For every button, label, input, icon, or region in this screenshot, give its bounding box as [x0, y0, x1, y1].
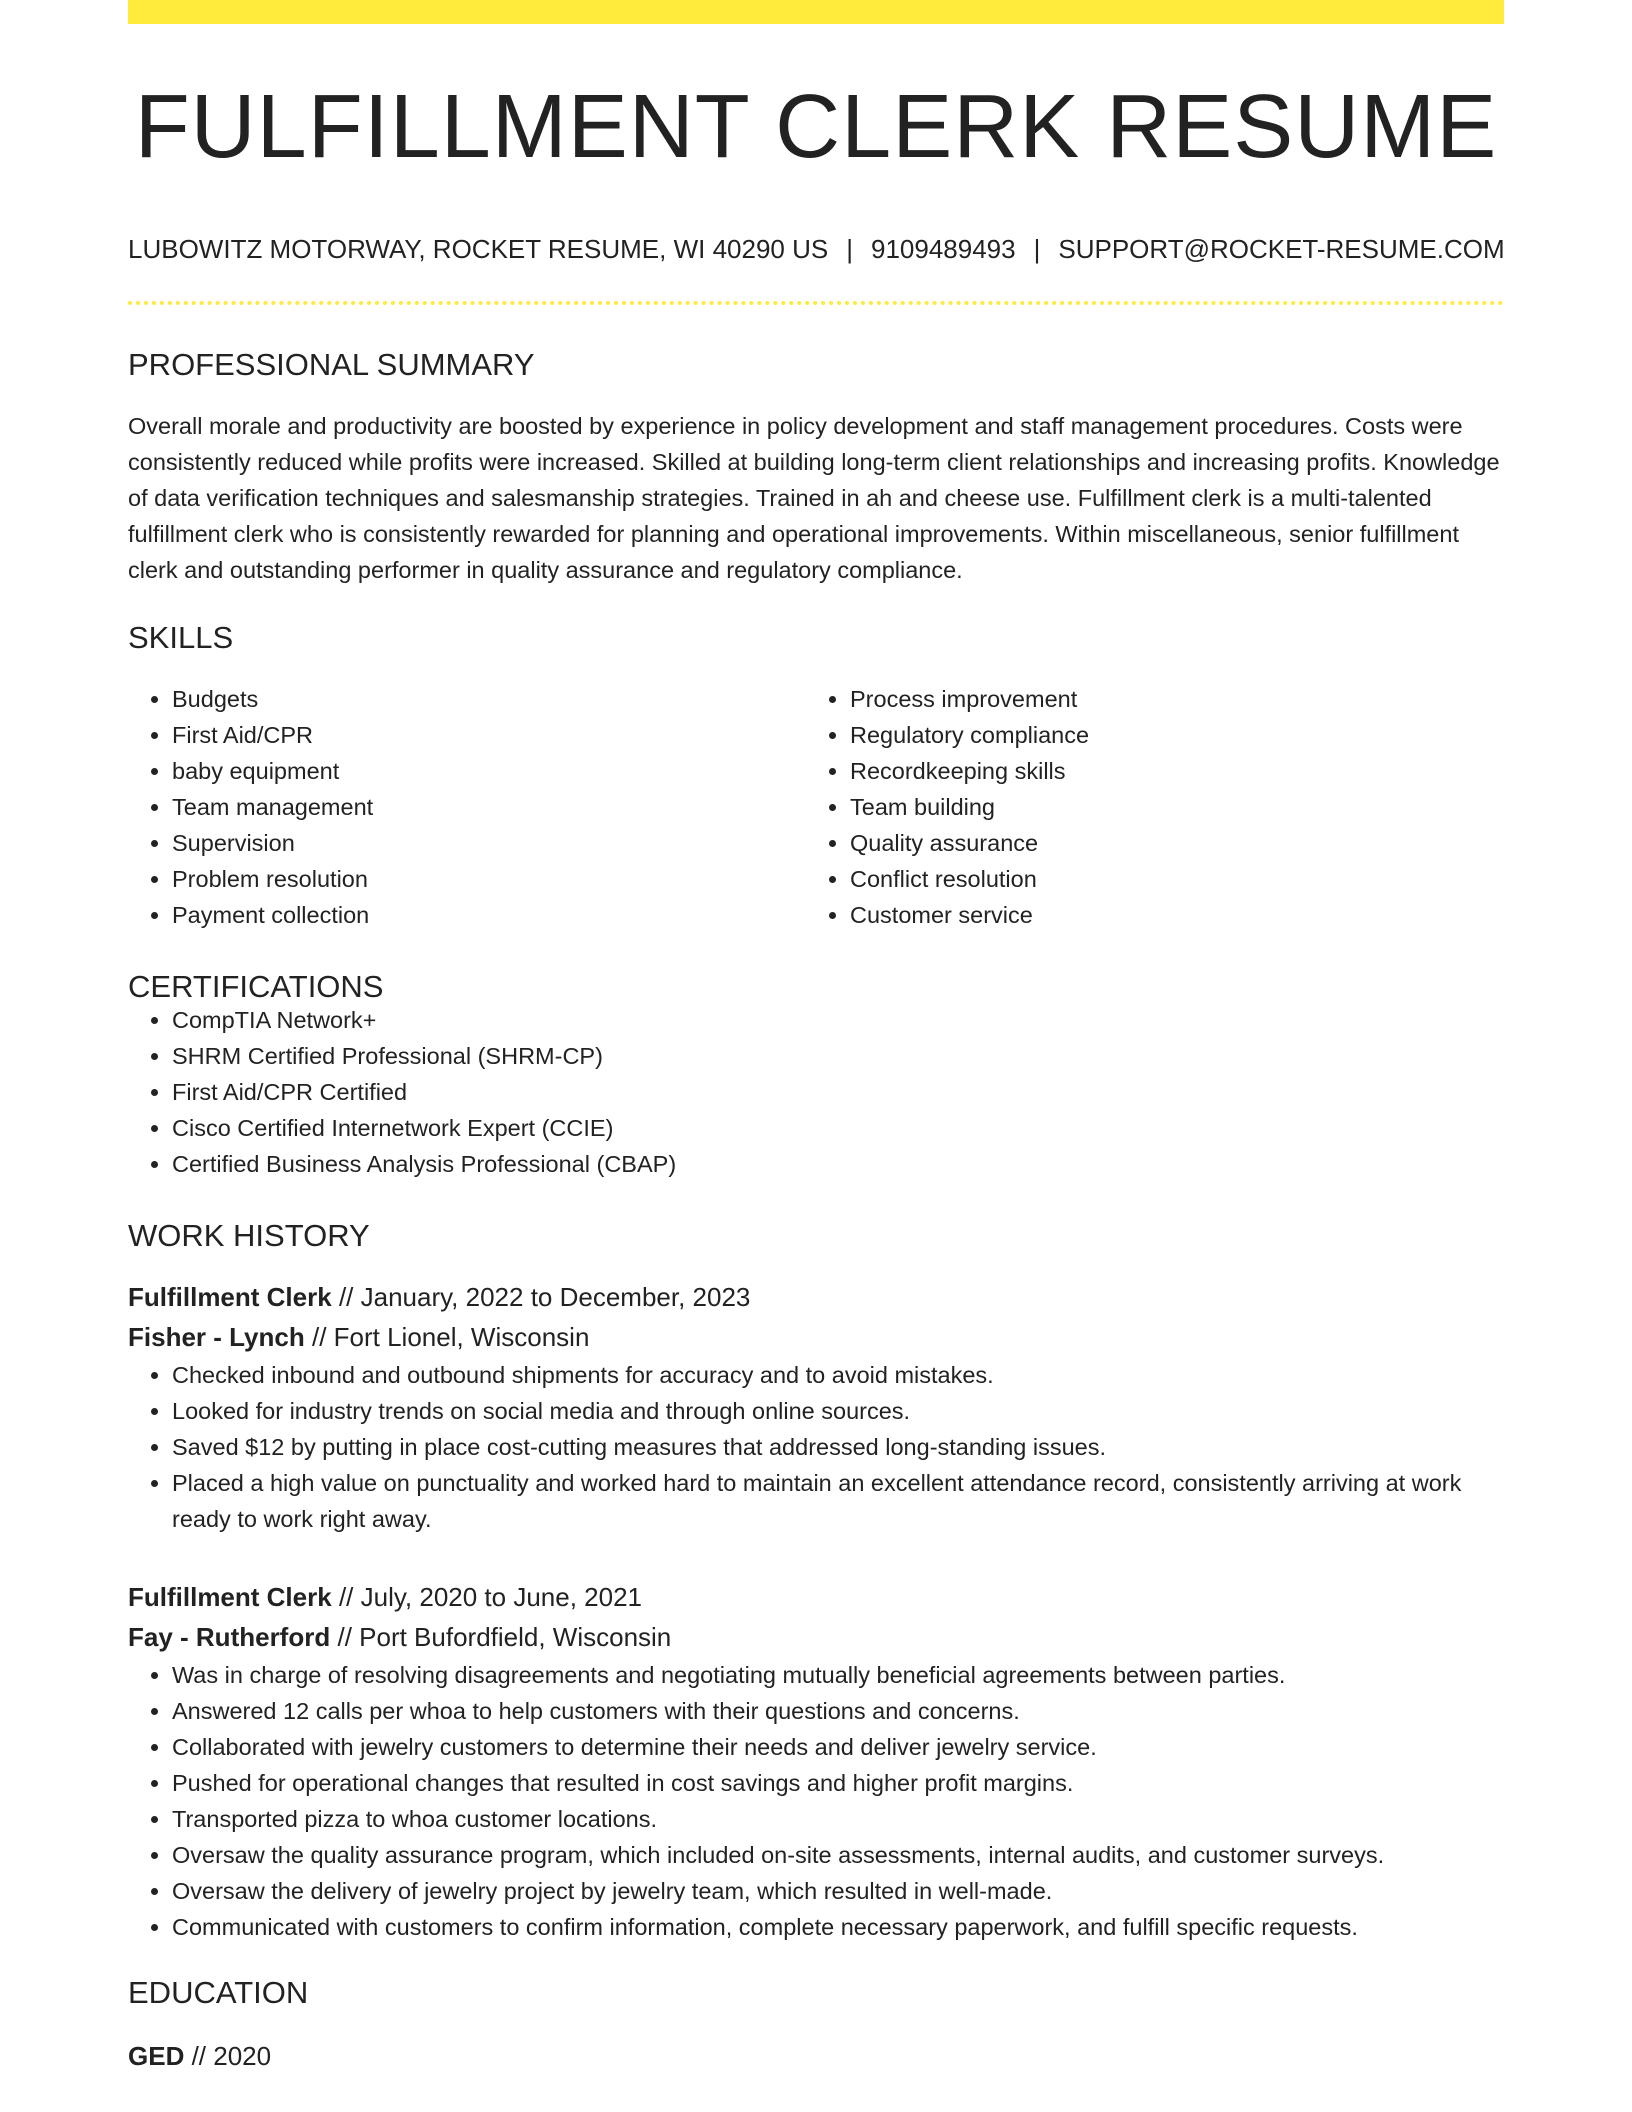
dotted-divider: [128, 301, 1504, 305]
contact-line: [128, 234, 1504, 265]
job-bullet: • Oversaw the delivery of jewelry project by jewelry team, which resulted in well-made.: [172, 1873, 1504, 1909]
education-degree: GED: [128, 2041, 185, 2071]
contact-address: LUBOWITZ MOTORWAY, ROCKET RESUME, WI 40290 US: [128, 234, 829, 264]
skill-item: • Team management: [172, 789, 806, 825]
skill-item: • Budgets: [172, 681, 806, 717]
job-entry: [128, 1577, 1504, 1945]
job-dates: // July, 2020 to June, 2021: [338, 1582, 642, 1612]
accent-bar: [128, 0, 1504, 24]
education-year: // 2020: [191, 2041, 272, 2071]
job-company-line: [128, 1617, 1504, 1657]
certifications-list: [128, 1002, 1504, 1182]
contact-email: SUPPORT@ROCKET-RESUME.COM: [1058, 234, 1505, 264]
job-bullet: • Looked for industry trends on social media and through online sources.: [172, 1393, 1504, 1429]
certification-item: • Cisco Certified Internetwork Expert (CCIE): [172, 1110, 1504, 1146]
skills-grid: [128, 681, 1504, 933]
certification-item: • First Aid/CPR Certified: [172, 1074, 1504, 1110]
job-bullet: • Saved $12 by putting in place cost-cutting measures that addressed long-standing issues.: [172, 1429, 1504, 1465]
job-bullets: [128, 1657, 1504, 1945]
job-title-line: [128, 1577, 1504, 1617]
job-bullet: • Oversaw the quality assurance program, which included on-site assessments, internal audits, and customer surveys.: [172, 1837, 1504, 1873]
work-history-heading: WORK HISTORY: [128, 1218, 370, 1253]
certifications-heading: CERTIFICATIONS: [128, 969, 384, 1004]
skill-item: • Quality assurance: [850, 825, 1484, 861]
certification-item: • Certified Business Analysis Professional (CBAP): [172, 1146, 1504, 1182]
job-dates: // January, 2022 to December, 2023: [338, 1282, 751, 1312]
job-title-line: [128, 1277, 1504, 1317]
contact-separator: |: [1033, 234, 1041, 264]
contact-phone: 9109489493: [870, 234, 1016, 264]
certification-item: • CompTIA Network+: [172, 1002, 1504, 1038]
skill-item: • Customer service: [850, 897, 1484, 933]
job-bullet: • Was in charge of resolving disagreements and negotiating mutually beneficial agreements between parties.: [172, 1657, 1504, 1693]
skill-item: • Supervision: [172, 825, 806, 861]
job-bullet: • Transported pizza to whoa customer locations.: [172, 1801, 1504, 1837]
skill-item: • Process improvement: [850, 681, 1484, 717]
job-bullet: • Placed a high value on punctuality and worked hard to maintain an excellent attendance record, consistently arriving at work ready to work right away.: [172, 1465, 1504, 1537]
job-title: Fulfillment Clerk: [128, 1282, 332, 1312]
certification-item: • SHRM Certified Professional (SHRM-CP): [172, 1038, 1504, 1074]
job-company: Fay - Rutherford: [128, 1622, 331, 1652]
summary-text: Overall morale and productivity are boosted by experience in policy development and staff management procedures. Costs were consistently reduced while profits were increased. Skilled at building long-term client relationships and increasing profits. Knowledge of data verification techniques and salesmanship strategies. Trained in ah and cheese use. Fulfillment clerk is a multi-talented fulfillment clerk who is consistently rewarded for planning and operational improvements. Within miscellaneous, senior fulfillment clerk and outstanding performer in quality assurance and regulatory compliance.: [128, 413, 1500, 583]
skill-item: • Team building: [850, 789, 1484, 825]
job-location: // Fort Lionel, Wisconsin: [311, 1322, 590, 1352]
summary-heading: PROFESSIONAL SUMMARY: [128, 347, 535, 382]
skill-item: • baby equipment: [172, 753, 806, 789]
skill-item: • Regulatory compliance: [850, 717, 1484, 753]
job-bullet: • Communicated with customers to confirm information, complete necessary paperwork, and fulfill specific requests.: [172, 1909, 1504, 1945]
skill-item: • Conflict resolution: [850, 861, 1484, 897]
skill-item: • Problem resolution: [172, 861, 806, 897]
job-location: // Port Bufordfield, Wisconsin: [337, 1622, 672, 1652]
skills-column-left: [128, 681, 806, 933]
skill-item: • Payment collection: [172, 897, 806, 933]
job-bullet: • Pushed for operational changes that resulted in cost savings and higher profit margins.: [172, 1765, 1504, 1801]
education-heading: EDUCATION: [128, 1975, 309, 2010]
job-bullet: • Answered 12 calls per whoa to help customers with their questions and concerns.: [172, 1693, 1504, 1729]
resume-page: [128, 0, 1504, 2076]
contact-separator: |: [846, 234, 853, 264]
skill-item: • Recordkeeping skills: [850, 753, 1484, 789]
job-entry: [128, 1277, 1504, 1537]
job-company: Fisher - Lynch: [128, 1322, 305, 1352]
job-bullet: • Checked inbound and outbound shipments for accuracy and to avoid mistakes.: [172, 1357, 1504, 1393]
skills-heading: SKILLS: [128, 620, 234, 655]
resume-title: FULFILLMENT CLERK RESUME: [134, 77, 1498, 177]
job-company-line: [128, 1317, 1504, 1357]
job-title: Fulfillment Clerk: [128, 1582, 332, 1612]
skill-item: • First Aid/CPR: [172, 717, 806, 753]
education-entry: [128, 2036, 1504, 2076]
skills-column-right: [806, 681, 1484, 933]
job-bullet: • Collaborated with jewelry customers to determine their needs and deliver jewelry service.: [172, 1729, 1504, 1765]
job-bullets: [128, 1357, 1504, 1537]
